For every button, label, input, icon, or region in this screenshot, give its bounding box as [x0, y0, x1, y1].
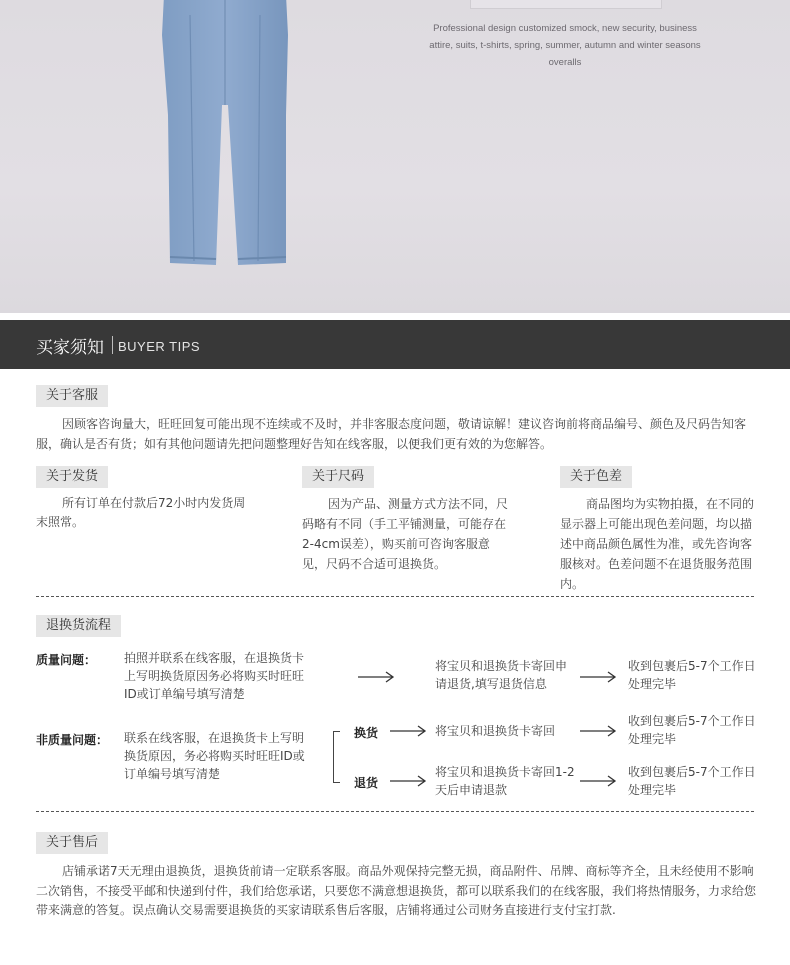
quality-step3: 收到包裹后5-7个工作日处理完毕 [628, 659, 756, 691]
exchange-label: 换货 [354, 726, 379, 740]
arrow-icon [580, 671, 618, 683]
non-quality-issue-desc: 联系在线客服，在退换货卡上写明换货原因，务必将购买时旺旺ID或订单编号填写清楚 [124, 731, 305, 781]
quality-step2: 将宝贝和退换货卡寄回申请退货,填写退货信息 [435, 659, 568, 691]
header-title-en: BUYER TIPS [118, 339, 201, 354]
color-text: 商品图均为实物拍摄，在不同的显示器上可能出现色差问题，均以描述中商品颜色属性为准，或先咨询客服核对。色差问题不在退货服务范围内。 [560, 497, 755, 591]
product-slogan: Professional design customized smock, new security, business attire, suits, t-shirts, spring, summer, autumn and winter seasons overalls [429, 23, 701, 68]
customer-service-label: 关于客服 [36, 385, 108, 407]
pants-image [150, 0, 300, 270]
header-divider [112, 336, 113, 354]
arrow-icon [358, 671, 396, 683]
non-quality-issue-title: 非质量问题： [36, 733, 109, 747]
quality-issue-title: 质量问题： [36, 653, 97, 667]
quality-issue-desc: 拍照并联系在线客服，在退换货卡上写明换货原因务必将购买时旺旺ID或订单编号填写清楚 [124, 651, 305, 701]
shipping-text: 所有订单在付款后72小时内发货周末照常。 [36, 496, 246, 529]
arrow-icon [580, 725, 618, 737]
shipping-label: 关于发货 [36, 466, 108, 488]
refund-result: 收到包裹后5-7个工作日处理完毕 [628, 765, 756, 797]
exchange-result: 收到包裹后5-7个工作日处理完毕 [628, 714, 756, 746]
return-process-label: 退换货流程 [36, 615, 121, 637]
label-card [470, 0, 662, 9]
arrow-icon [580, 775, 618, 787]
arrow-icon [390, 775, 428, 787]
size-label: 关于尺码 [302, 466, 374, 488]
refund-step: 将宝贝和退换货卡寄回1-2天后申请退款 [435, 765, 575, 797]
size-text: 因为产品、测量方式方法不同，尺码略有不同（手工平铺测量，可能存在2-4cm误差），购买前可咨询客服意见，尺码不合适可退换货。 [302, 497, 509, 571]
dashed-divider [36, 596, 754, 597]
customer-service-text: 因顾客咨询量大，旺旺回复可能出现不连续或不及时，并非客服态度问题，敬请谅解！建议咨询前将商品编号、颜色及尺码告知客服，确认是否有货；如有其他问题请先把问题整理好告知在线客服，以便我们更有效的为您解答。 [36, 417, 747, 451]
header-title-cn: 买家须知 [36, 338, 104, 358]
exchange-step: 将宝贝和退换货卡寄回 [435, 724, 556, 738]
dashed-divider [36, 811, 754, 812]
color-label: 关于色差 [560, 466, 632, 488]
arrow-icon [390, 725, 428, 737]
after-sales-text: 店铺承诺7天无理由退换货，退换货前请一定联系客服。商品外观保持完整无损，商品附件、吊牌、商标等齐全，且未经使用不影响二次销售，不接受平邮和快递到付件，我们给您承诺，只要您不满意想退换货，都可以联系我们的在线客服，我们将热情服务，力求给您带来满意的答复。误点确认交易需要退换货的买家请联系售后客服，店铺将通过公司财务直接进行支付宝打款. [36, 864, 757, 917]
after-sales-label: 关于售后 [36, 832, 108, 854]
refund-label: 退货 [354, 776, 379, 790]
branch-bracket [333, 731, 340, 783]
